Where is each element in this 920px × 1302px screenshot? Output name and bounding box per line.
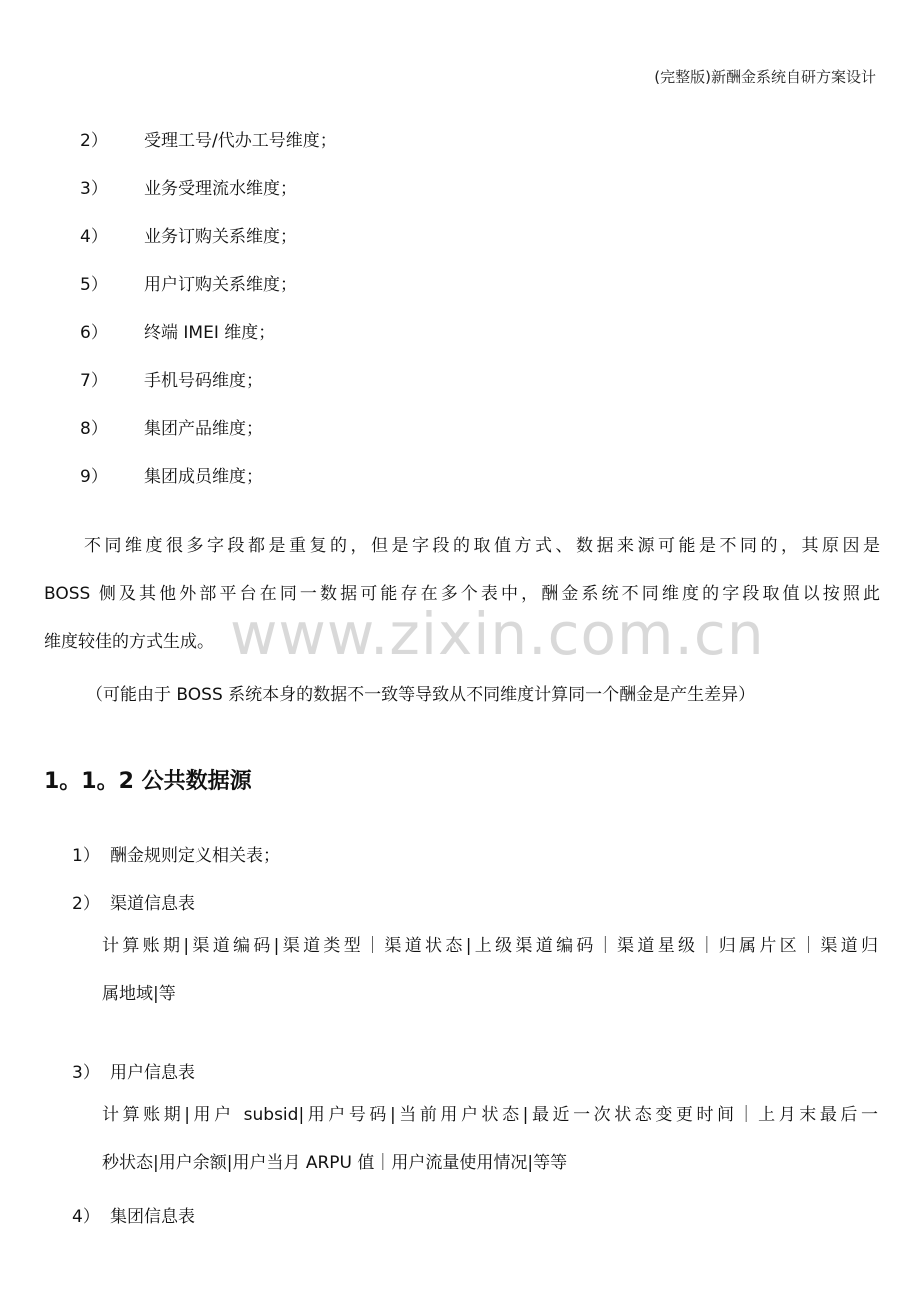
list-item-number: 3） xyxy=(72,1063,100,1083)
list-item xyxy=(80,462,263,487)
list-item xyxy=(80,414,263,439)
list-item-text: 手机号码维度； xyxy=(144,371,263,391)
body-paragraph xyxy=(44,522,880,666)
list-item-number: 1） xyxy=(72,846,100,866)
fields-line: 计算账期|用户 subsid|用户号码|当前用户状态|最近一次状态变更时间｜上月末最后一 xyxy=(102,1105,878,1125)
list-item-text: 终端 IMEI 维度； xyxy=(144,323,276,343)
list-item-text: 酬金规则定义相关表； xyxy=(110,846,280,866)
list-item-text: 集团信息表 xyxy=(110,1207,195,1227)
list-item xyxy=(72,841,280,866)
channel-fields xyxy=(102,922,878,1018)
list-item-text: 受理工号/代办工号维度； xyxy=(144,131,337,151)
watermark: www.zixin.com.cn xyxy=(230,600,765,668)
list-item-text: 渠道信息表 xyxy=(110,894,195,914)
list-item xyxy=(72,889,195,914)
list-item xyxy=(80,270,297,295)
list-item-number: 9） xyxy=(80,467,108,487)
list-item-text: 业务订购关系维度； xyxy=(144,227,297,247)
list-item-number: 7） xyxy=(80,371,108,391)
list-item-text: 业务受理流水维度； xyxy=(144,179,297,199)
section-heading: 1。1。2 公共数据源 xyxy=(44,769,252,794)
list-item xyxy=(80,318,275,343)
fields-line: 秒状态|用户余额|用户当月 ARPU 值｜用户流量使用情况|等等 xyxy=(102,1153,568,1173)
fields-line: 计算账期|渠道编码|渠道类型｜渠道状态|上级渠道编码｜渠道星级｜归属片区｜渠道归 xyxy=(102,936,878,956)
user-fields xyxy=(102,1091,878,1187)
list-item-number: 4） xyxy=(80,227,108,247)
paragraph-line: 维度较佳的方式生成。 xyxy=(44,632,214,652)
list-item-text: 集团产品维度； xyxy=(144,419,263,439)
list-item-text: 用户信息表 xyxy=(110,1063,195,1083)
list-item-number: 2） xyxy=(80,131,108,151)
list-item-number: 4） xyxy=(72,1207,100,1227)
list-item xyxy=(80,126,337,151)
list-item-number: 8） xyxy=(80,419,108,439)
list-item xyxy=(72,1058,195,1083)
list-item-text: 用户订购关系维度； xyxy=(144,275,297,295)
note-text: （可能由于 BOSS 系统本身的数据不一致等导致从不同维度计算同一个酬金是产生差异） xyxy=(86,685,756,705)
paragraph-line: 不同维度很多字段都是重复的，但是字段的取值方式、数据来源可能是不同的，其原因是 xyxy=(84,536,880,556)
list-item xyxy=(80,222,297,247)
list-item-number: 2） xyxy=(72,894,100,914)
list-item-text: 集团成员维度； xyxy=(144,467,263,487)
page-header-title: (完整版)新酬金系统自研方案设计 xyxy=(654,68,876,86)
list-item xyxy=(80,366,263,391)
list-item xyxy=(72,1202,195,1227)
list-item xyxy=(80,174,297,199)
fields-line: 属地域|等 xyxy=(102,984,176,1004)
list-item-number: 5） xyxy=(80,275,108,295)
list-item-number: 6） xyxy=(80,323,108,343)
list-item-number: 3） xyxy=(80,179,108,199)
paragraph-line: BOSS 侧及其他外部平台在同一数据可能存在多个表中，酬金系统不同维度的字段取值以按照此 xyxy=(44,584,880,604)
